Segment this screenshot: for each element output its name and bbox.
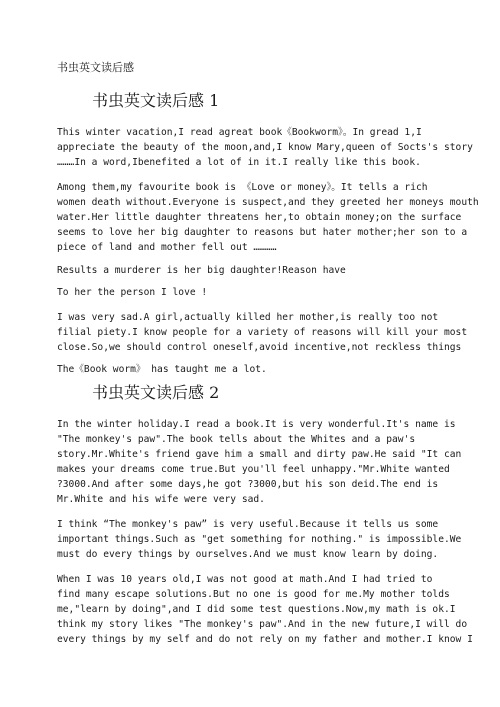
text-line: makes your dreams come true.But you'll feel unhappy."Mr.White wanted (57, 464, 450, 475)
text-line: appreciate the beauty of the moon,and,I know Mary,queen of Socts's story (57, 142, 473, 153)
text-line: filial piety.I know people for a variety of reasons will kill your most (57, 327, 468, 338)
text-line: The《Book worm》 has taught me a lot. (57, 364, 267, 375)
text-line: To her the person I love ! (57, 287, 208, 298)
text-line: piece of land and mother fell out ………… (57, 242, 277, 253)
text-line: Mr.White and his wife were very sad. (57, 494, 265, 505)
text-line: water.Her little daughter threatens her,to obtain money;on the surface (57, 212, 462, 223)
text-line: When I was 10 years old,I was not good at math.And I had tried to (57, 574, 433, 585)
text-line: seems to love her big daughter to reasons but hater mother;her son to a (57, 227, 468, 238)
text-line: I think “The monkey's paw” is very useful.Because it tells us some (57, 519, 439, 530)
text-line: every things by my self and do not rely on my father and mother.I know I (57, 634, 473, 645)
text-line: close.So,we should control oneself,avoid incentive,not reckless things (57, 342, 462, 353)
section-heading-1: 书虫英文读后感 1 (92, 91, 220, 110)
text-line: must do every things by ourselves.And we must know learn by doing. (57, 549, 439, 560)
text-line: story.Mr.White's friend gave him a small and dirty paw.He said "It can (57, 449, 462, 460)
text-line: "The monkey's paw".The book tells about the Whites and a paw's (57, 434, 416, 445)
section-heading-2: 书虫英文读后感 2 (92, 383, 220, 402)
text-line: think my story likes "The monkey's paw".And in the new future,I will do (57, 619, 468, 630)
text-line: In the winter holiday.I read a book.It is very wonderful.It's name is (57, 419, 456, 430)
document-title: 书虫英文读后感 (57, 61, 134, 74)
text-line: This winter vacation,I read agreat book《Bookworm》。In gread 1,I (57, 127, 422, 138)
text-line: find many escape solutions.But no one is good for me.My mother tolds (57, 589, 450, 600)
text-line: I was very sad.A girl,actually killed her mother,is really too not (57, 312, 439, 323)
text-line: important things.Such as "get something for nothing." is impossible.We (57, 534, 462, 545)
text-line: women death without.Everyone is suspect,and they greeted her moneys mouth (57, 197, 479, 208)
text-line: me,"learn by doing",and I did some test questions.Now,my math is ok.I (57, 604, 456, 615)
text-line: ?3000.And after some days,he got ?3000,but his son deid.The end is (57, 479, 439, 490)
text-line: ………In a word,Ibenefited a lot of in it.I really like this book. (57, 157, 421, 168)
text-line: Among them,my favourite book is 《Love or money》。It tells a rich (57, 182, 428, 193)
text-line: Results a murderer is her big daughter!Reason have (57, 265, 346, 276)
